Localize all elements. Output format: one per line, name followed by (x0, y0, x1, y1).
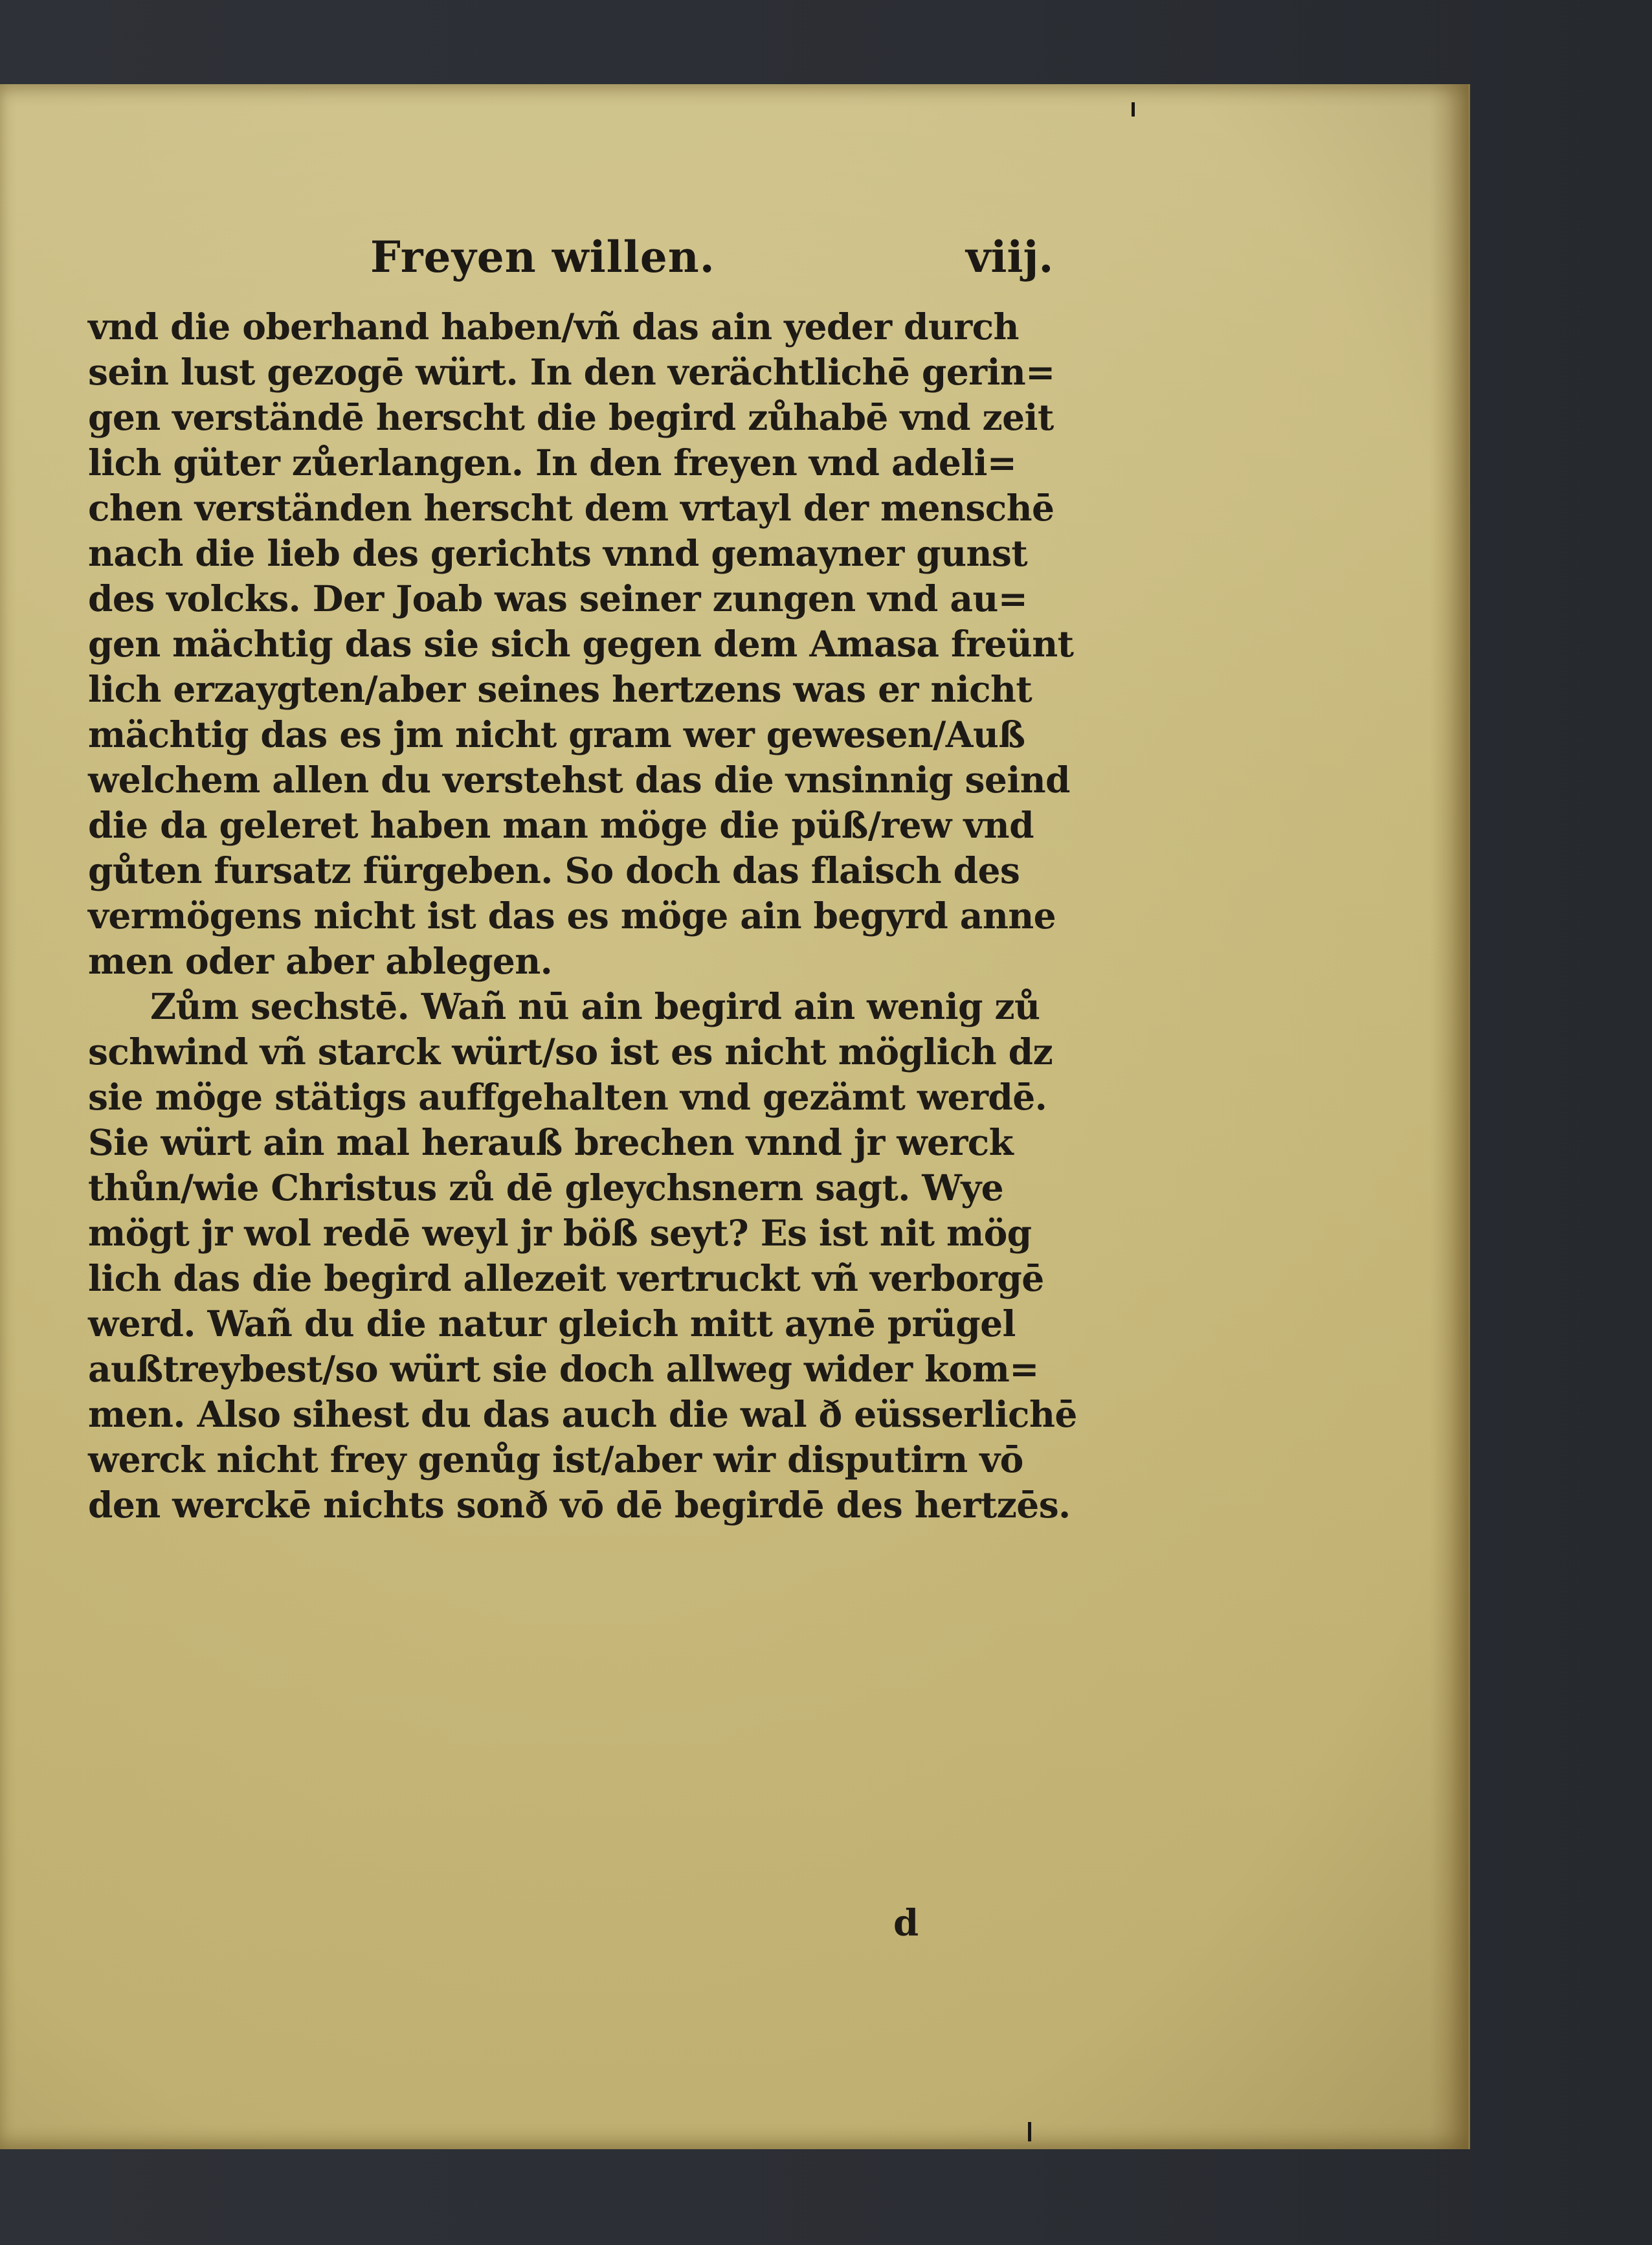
text-line: men oder aber ablegen. (88, 940, 553, 982)
text-line: mögt jr wol redē weyl jr böß seyt? Es ist nit mög (88, 1212, 1032, 1254)
text-line: gůten fursatz fürgeben. So doch das flaisch des (88, 849, 1020, 891)
text-line: gen verständē herscht die begird zůhabē vnd zeit (88, 396, 1054, 438)
text-line: vermögens nicht ist das es möge ain begyrd anne (88, 895, 1056, 937)
bottom-edge-mark (1028, 2122, 1031, 2141)
text-line: chen verständen herscht dem vrtayl der menschē (88, 487, 1055, 529)
text-line: werd. Wañ du die natur gleich mitt aynē prügel (88, 1302, 1016, 1345)
signature-mark: d (893, 1902, 919, 1945)
text-line: gen mächtig das sie sich gegen dem Amasa freünt (88, 623, 1074, 665)
top-edge-mark (1132, 102, 1135, 117)
paragraph-start-line: Zům sechstē. Wañ nū ain begird ain wenig zů (150, 985, 1040, 1027)
text-line: die da geleret haben man möge die püß/rew vnd (88, 804, 1034, 846)
text-line: thůn/wie Christus zů dē gleychsnern sagt. Wye (88, 1167, 1004, 1209)
text-line: werck nicht frey genůg ist/aber wir disputirn vō (88, 1438, 1023, 1480)
text-line: schwind vñ starck würt/so ist es nicht möglich dz (88, 1031, 1053, 1073)
text-line: mächtig das es jm nicht gram wer gewesen/Auß (88, 713, 1025, 755)
text-line: außtreybest/so würt sie doch allweg wider kom= (88, 1348, 1039, 1390)
running-head: Freyen willen. (370, 232, 715, 282)
folio-number: viij. (966, 232, 1054, 282)
text-line: sie möge stätigs auffgehalten vnd gezämt werdē. (88, 1076, 1047, 1118)
text-line: Sie würt ain mal herauß brechen vnnd jr werck (88, 1121, 1014, 1163)
text-line: lich erzaygten/aber seines hertzens was er nicht (88, 668, 1032, 710)
text-line: nach die lieb des gerichts vnnd gemayner gunst (88, 532, 1028, 574)
body-text (88, 304, 1098, 1528)
text-line: sein lust gezogē würt. In den verächtlichē gerin= (88, 351, 1055, 393)
text-line: den werckē nichts sonð vō dē begirdē des hertzēs. (88, 1484, 1071, 1526)
text-line: men. Also sihest du das auch die wal ð eüsserlichē (88, 1393, 1077, 1435)
text-line: des volcks. Der Joab was seiner zungen vnd au= (88, 577, 1028, 620)
book-page (0, 84, 1470, 2149)
text-line: lich das die begird allezeit vertruckt vñ verborgē (88, 1257, 1044, 1299)
text-line: vnd die oberhand haben/vñ das ain yeder durch (88, 306, 1019, 348)
text-line: lich güter zůerlangen. In den freyen vnd adeli= (88, 441, 1017, 484)
text-line: welchem allen du verstehst das die vnsinnig seind (88, 759, 1070, 801)
